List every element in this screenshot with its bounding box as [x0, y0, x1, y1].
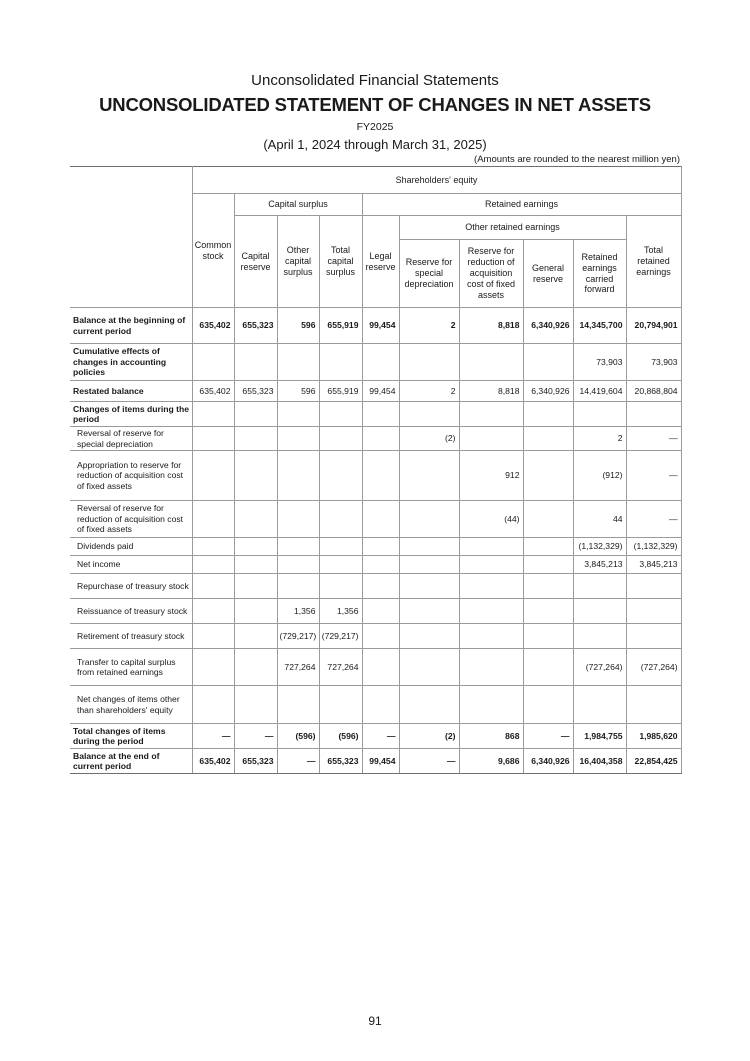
cell — [192, 686, 234, 724]
row-label: Dividends paid — [70, 538, 192, 556]
cell — [626, 574, 681, 599]
row-label: Transfer to capital surplus from retained earnings — [70, 649, 192, 686]
cell — [626, 402, 681, 427]
cell — [459, 599, 523, 624]
cell: 655,323 — [319, 749, 362, 774]
table-row — [70, 574, 681, 599]
cell — [362, 556, 399, 574]
cell: (729,217) — [277, 624, 319, 649]
cell: 3,845,213 — [573, 556, 626, 574]
cell — [192, 344, 234, 381]
cell: 596 — [277, 308, 319, 344]
cell: — — [277, 749, 319, 774]
cell — [459, 344, 523, 381]
cell — [573, 599, 626, 624]
cell — [523, 624, 573, 649]
cell — [192, 402, 234, 427]
cell: (596) — [319, 724, 362, 749]
cell — [459, 427, 523, 451]
cell: 22,854,425 — [626, 749, 681, 774]
cell — [234, 402, 277, 427]
cell — [192, 649, 234, 686]
cell: (2) — [399, 427, 459, 451]
cell: — — [626, 451, 681, 501]
cell — [362, 451, 399, 501]
table-row — [70, 427, 681, 451]
cell: 655,323 — [234, 381, 277, 402]
table-row — [70, 381, 681, 402]
cell: (2) — [399, 724, 459, 749]
header-retained-earnings: Retained earnings — [362, 194, 681, 216]
cell — [319, 556, 362, 574]
cell: 912 — [459, 451, 523, 501]
cell — [362, 427, 399, 451]
cell — [399, 344, 459, 381]
cell — [234, 649, 277, 686]
table-row — [70, 649, 681, 686]
cell: (1,132,329) — [573, 538, 626, 556]
cell: 3,845,213 — [626, 556, 681, 574]
cell: (727,264) — [573, 649, 626, 686]
cell — [523, 538, 573, 556]
cell: 727,264 — [319, 649, 362, 686]
cell — [192, 451, 234, 501]
cell: — — [192, 724, 234, 749]
cell: 8,818 — [459, 308, 523, 344]
header-total-retained-earnings: Total retained earnings — [626, 216, 681, 308]
cell — [399, 556, 459, 574]
cell — [523, 427, 573, 451]
table-row — [70, 538, 681, 556]
cell: 8,818 — [459, 381, 523, 402]
cell — [362, 686, 399, 724]
cell — [277, 451, 319, 501]
cell — [192, 556, 234, 574]
cell — [234, 686, 277, 724]
cell: 6,340,926 — [523, 381, 573, 402]
row-label: Total changes of items during the period — [70, 724, 192, 749]
table-row — [70, 624, 681, 649]
cell — [362, 402, 399, 427]
cell — [192, 427, 234, 451]
cell: 1,985,620 — [626, 724, 681, 749]
cell: (596) — [277, 724, 319, 749]
changes-in-net-assets-table — [70, 166, 682, 774]
cell — [459, 686, 523, 724]
cell: 2 — [399, 308, 459, 344]
cell: 655,919 — [319, 308, 362, 344]
cell — [192, 538, 234, 556]
cell — [399, 624, 459, 649]
cell — [319, 538, 362, 556]
cell: — — [523, 724, 573, 749]
table-row — [70, 686, 681, 724]
page-number: 91 — [368, 1014, 382, 1028]
fiscal-year: FY2025 — [356, 121, 394, 133]
header-common-stock: Common stock — [192, 194, 234, 308]
cell — [573, 686, 626, 724]
cell: 635,402 — [192, 308, 234, 344]
cell — [399, 599, 459, 624]
cell: (729,217) — [319, 624, 362, 649]
header-reserve-reduction-acquisition: Reserve for reduction of acquisition cost of fixed assets — [459, 240, 523, 308]
header-other-retained-earnings: Other retained earnings — [399, 216, 626, 240]
row-label: Balance at the beginning of current period — [70, 308, 192, 344]
row-label: Appropriation to reserve for reduction of acquisition cost of fixed assets — [70, 451, 192, 501]
cell — [573, 624, 626, 649]
row-label: Repurchase of treasury stock — [70, 574, 192, 599]
cell — [523, 501, 573, 538]
cell: 655,323 — [234, 308, 277, 344]
cell — [459, 649, 523, 686]
cell — [523, 574, 573, 599]
cell — [523, 686, 573, 724]
cell: 727,264 — [277, 649, 319, 686]
cell — [362, 538, 399, 556]
cell — [399, 649, 459, 686]
cell — [626, 599, 681, 624]
cell — [277, 556, 319, 574]
cell — [277, 344, 319, 381]
cell — [523, 451, 573, 501]
cell — [459, 574, 523, 599]
cell — [192, 574, 234, 599]
cell: 6,340,926 — [523, 749, 573, 774]
cell — [523, 344, 573, 381]
header-general-reserve: General reserve — [523, 240, 573, 308]
header-other-capital-surplus: Other capital surplus — [277, 216, 319, 308]
cell — [362, 501, 399, 538]
cell — [362, 599, 399, 624]
cell: 868 — [459, 724, 523, 749]
cell: — — [626, 427, 681, 451]
header-shareholders-equity: Shareholders' equity — [192, 167, 681, 194]
cell — [277, 427, 319, 451]
rounding-note: (Amounts are rounded to the nearest million yen) — [474, 154, 680, 165]
header-capital-reserve: Capital reserve — [234, 216, 277, 308]
cell: 44 — [573, 501, 626, 538]
cell: 655,919 — [319, 381, 362, 402]
period-range: (April 1, 2024 through March 31, 2025) — [263, 137, 487, 152]
row-label: Restated balance — [70, 381, 192, 402]
cell — [362, 649, 399, 686]
row-label: Retirement of treasury stock — [70, 624, 192, 649]
cell — [399, 451, 459, 501]
cell — [573, 574, 626, 599]
header-total-capital-surplus: Total capital surplus — [319, 216, 362, 308]
row-label: Reissuance of treasury stock — [70, 599, 192, 624]
table-row — [70, 344, 681, 381]
cell: — — [362, 724, 399, 749]
cell: 2 — [573, 427, 626, 451]
cell — [626, 624, 681, 649]
header-reserve-special-depreciation: Reserve for special depreciation — [399, 240, 459, 308]
cell — [234, 556, 277, 574]
cell — [459, 402, 523, 427]
cell: 73,903 — [626, 344, 681, 381]
cell — [277, 501, 319, 538]
cell: 14,419,604 — [573, 381, 626, 402]
cell: (912) — [573, 451, 626, 501]
cell: (1,132,329) — [626, 538, 681, 556]
table-row — [70, 451, 681, 501]
cell — [319, 686, 362, 724]
cell — [234, 624, 277, 649]
cell — [319, 344, 362, 381]
cell: 596 — [277, 381, 319, 402]
cell — [192, 624, 234, 649]
cell: 16,404,358 — [573, 749, 626, 774]
cell — [399, 686, 459, 724]
row-label: Net income — [70, 556, 192, 574]
cell: 1,356 — [319, 599, 362, 624]
cell: 99,454 — [362, 749, 399, 774]
cell — [362, 624, 399, 649]
cell — [523, 599, 573, 624]
cell — [234, 599, 277, 624]
row-label: Changes of items during the period — [70, 402, 192, 427]
header-legal-reserve: Legal reserve — [362, 216, 399, 308]
table-row — [70, 501, 681, 538]
table-row — [70, 749, 681, 774]
cell — [523, 402, 573, 427]
cell — [319, 451, 362, 501]
cell — [573, 402, 626, 427]
cell — [319, 501, 362, 538]
cell — [234, 574, 277, 599]
table-row — [70, 308, 681, 344]
table-row — [70, 724, 681, 749]
header-corner — [70, 167, 192, 308]
cell: 1,984,755 — [573, 724, 626, 749]
cell: 635,402 — [192, 381, 234, 402]
cell — [399, 574, 459, 599]
cell — [277, 538, 319, 556]
row-label: Reversal of reserve for special depreciation — [70, 427, 192, 451]
row-label: Net changes of items other than shareholders' equity — [70, 686, 192, 724]
cell — [234, 451, 277, 501]
cell — [626, 686, 681, 724]
cell — [399, 501, 459, 538]
section-title: Unconsolidated Financial Statements — [251, 72, 499, 89]
cell: 1,356 — [277, 599, 319, 624]
cell — [319, 427, 362, 451]
cell — [319, 574, 362, 599]
cell — [277, 574, 319, 599]
cell: 73,903 — [573, 344, 626, 381]
row-label: Balance at the end of current period — [70, 749, 192, 774]
cell — [277, 402, 319, 427]
cell — [523, 556, 573, 574]
cell — [234, 427, 277, 451]
cell: 2 — [399, 381, 459, 402]
cell — [234, 501, 277, 538]
cell: — — [626, 501, 681, 538]
cell — [459, 556, 523, 574]
cell: 6,340,926 — [523, 308, 573, 344]
cell — [277, 686, 319, 724]
cell: 655,323 — [234, 749, 277, 774]
cell: 99,454 — [362, 308, 399, 344]
cell: 635,402 — [192, 749, 234, 774]
cell — [192, 501, 234, 538]
cell: (727,264) — [626, 649, 681, 686]
header-capital-surplus: Capital surplus — [234, 194, 362, 216]
cell: 20,868,804 — [626, 381, 681, 402]
cell: 14,345,700 — [573, 308, 626, 344]
cell — [399, 402, 459, 427]
statement-title: UNCONSOLIDATED STATEMENT OF CHANGES IN NET ASSETS — [99, 94, 651, 115]
cell: (44) — [459, 501, 523, 538]
table-row — [70, 599, 681, 624]
row-label: Cumulative effects of changes in accounting policies — [70, 344, 192, 381]
cell — [523, 649, 573, 686]
table-row — [70, 556, 681, 574]
cell: — — [234, 724, 277, 749]
table-row — [70, 402, 681, 427]
cell — [319, 402, 362, 427]
cell — [192, 599, 234, 624]
cell: 20,794,901 — [626, 308, 681, 344]
cell — [234, 538, 277, 556]
header-retained-earnings-carried-forward: Retained earnings carried forward — [573, 240, 626, 308]
cell — [399, 538, 459, 556]
cell — [459, 538, 523, 556]
cell — [234, 344, 277, 381]
cell: — — [399, 749, 459, 774]
cell: 99,454 — [362, 381, 399, 402]
cell: 9,686 — [459, 749, 523, 774]
row-label: Reversal of reserve for reduction of acquisition cost of fixed assets — [70, 501, 192, 538]
cell — [362, 574, 399, 599]
cell — [459, 624, 523, 649]
cell — [362, 344, 399, 381]
